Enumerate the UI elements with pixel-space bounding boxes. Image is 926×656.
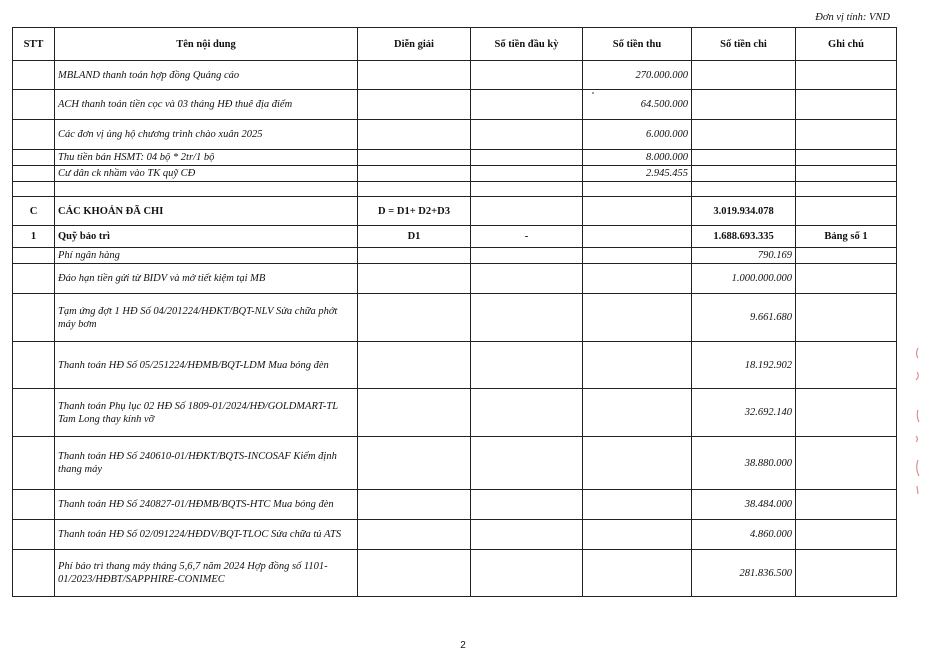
cell-note <box>796 490 897 520</box>
cell-opening <box>471 437 583 490</box>
cell-name: Phí ngân hàng <box>55 248 358 264</box>
cell-income <box>583 294 692 342</box>
cell-stt <box>13 520 55 550</box>
cell-opening <box>471 166 583 182</box>
cell-note <box>796 264 897 294</box>
col-header-stt: STT <box>13 28 55 61</box>
cell-opening <box>471 61 583 90</box>
cell-explain <box>358 389 471 437</box>
cell-expense: 4.860.000 <box>692 520 796 550</box>
cell-opening <box>471 90 583 120</box>
cell-explain <box>358 294 471 342</box>
cell-expense <box>692 61 796 90</box>
cell-name: Thanh toán HĐ Số 05/251224/HĐMB/BQT-LDM Mua bóng đèn <box>55 342 358 389</box>
cell-income <box>583 342 692 389</box>
cell-note <box>796 150 897 166</box>
table-row <box>13 248 897 264</box>
cell-name: ACH thanh toán tiền cọc và 03 tháng HĐ thuê địa điểm <box>55 90 358 120</box>
cell-income <box>583 389 692 437</box>
table-row <box>13 437 897 490</box>
cell-note <box>796 342 897 389</box>
cell-stt: 1 <box>13 226 55 248</box>
cell-stt <box>13 264 55 294</box>
table-row-empty <box>13 182 897 197</box>
cell-note <box>796 120 897 150</box>
cell-expense: 1.000.000.000 <box>692 264 796 294</box>
cell-income <box>583 490 692 520</box>
cell-explain <box>358 437 471 490</box>
cell-name: Quỹ bảo trì <box>55 226 358 248</box>
cell-opening <box>471 342 583 389</box>
cell-opening <box>471 182 583 197</box>
stamp-mark-icon <box>912 340 922 500</box>
cell-expense: 790.169 <box>692 248 796 264</box>
cell-name: Các đơn vị ủng hộ chương trình chào xuân 2025 <box>55 120 358 150</box>
cell-opening <box>471 550 583 597</box>
cell-opening <box>471 389 583 437</box>
cell-note <box>796 437 897 490</box>
cell-expense <box>692 120 796 150</box>
col-header-income: Số tiền thu <box>583 28 692 61</box>
cell-explain: D1 <box>358 226 471 248</box>
cell-name: Tạm ứng đợt 1 HĐ Số 04/201224/HĐKT/BQT-NLV Sửa chữa phớt máy bơm <box>55 294 358 342</box>
table-row <box>13 264 897 294</box>
cell-note <box>796 61 897 90</box>
col-header-note: Ghi chú <box>796 28 897 61</box>
cell-expense <box>692 150 796 166</box>
cell-stt <box>13 166 55 182</box>
cell-income <box>583 520 692 550</box>
cell-opening <box>471 197 583 226</box>
cell-stt <box>13 550 55 597</box>
cell-name: Thanh toán HĐ Số 240827-01/HĐMB/BQTS-HTC Mua bóng đèn <box>55 490 358 520</box>
cell-stt <box>13 120 55 150</box>
cell-explain: D = D1+ D2+D3 <box>358 197 471 226</box>
cell-income: 2.945.455 <box>583 166 692 182</box>
cell-income: 8.000.000 <box>583 150 692 166</box>
cell-note <box>796 294 897 342</box>
cell-income <box>583 197 692 226</box>
cell-explain <box>358 490 471 520</box>
cell-opening <box>471 294 583 342</box>
cell-expense: 281.836.500 <box>692 550 796 597</box>
col-header-expense: Số tiền chi <box>692 28 796 61</box>
cell-note <box>796 248 897 264</box>
cell-opening: - <box>471 226 583 248</box>
col-header-opening: Số tiền đầu kỳ <box>471 28 583 61</box>
table-row <box>13 520 897 550</box>
cell-name: Thanh toán Phụ lục 02 HĐ Số 1809-01/2024/HĐ/GOLDMART-TL Tam Long thay kính vỡ <box>55 389 358 437</box>
cell-name: Thanh toán HĐ Số 02/091224/HĐDV/BQT-TLOC Sửa chữa tủ ATS <box>55 520 358 550</box>
page-number: 2 <box>460 640 466 651</box>
cell-note <box>796 182 897 197</box>
cell-stt <box>13 437 55 490</box>
table-row <box>13 90 897 120</box>
cell-expense: 9.661.680 <box>692 294 796 342</box>
cell-explain <box>358 520 471 550</box>
cell-income: 6.000.000 <box>583 120 692 150</box>
cell-explain <box>358 61 471 90</box>
cell-expense <box>692 90 796 120</box>
cell-explain <box>358 120 471 150</box>
table-row <box>13 550 897 597</box>
cell-income <box>583 248 692 264</box>
cell-explain <box>358 182 471 197</box>
cell-opening <box>471 150 583 166</box>
cell-name <box>55 182 358 197</box>
cell-expense: 32.692.140 <box>692 389 796 437</box>
cell-expense: 18.192.902 <box>692 342 796 389</box>
cell-note <box>796 166 897 182</box>
cell-stt <box>13 490 55 520</box>
cell-note <box>796 389 897 437</box>
cell-stt <box>13 342 55 389</box>
cell-name: CÁC KHOẢN ĐÃ CHI <box>55 197 358 226</box>
cell-explain <box>358 342 471 389</box>
cell-explain <box>358 90 471 120</box>
cell-income <box>583 550 692 597</box>
col-header-explain: Diễn giải <box>358 28 471 61</box>
cell-name: Thanh toán HĐ Số 240610-01/HĐKT/BQTS-INCOSAF Kiểm định thang máy <box>55 437 358 490</box>
cell-stt <box>13 294 55 342</box>
cell-explain <box>358 264 471 294</box>
cell-stt <box>13 61 55 90</box>
table-row <box>13 61 897 90</box>
section-row-maintenance-fund <box>13 226 897 248</box>
cell-explain <box>358 550 471 597</box>
cell-opening <box>471 120 583 150</box>
cell-name: Thu tiền bán HSMT: 04 bộ * 2tr/1 bộ <box>55 150 358 166</box>
cell-note <box>796 197 897 226</box>
cell-income <box>583 437 692 490</box>
table-row <box>13 166 897 182</box>
cell-name: Đáo hạn tiền gửi từ BIDV và mở tiết kiệm tại MB <box>55 264 358 294</box>
table-row <box>13 294 897 342</box>
cell-income: 64.500.000 <box>583 90 692 120</box>
cell-opening <box>471 490 583 520</box>
cell-expense: 38.484.000 <box>692 490 796 520</box>
cell-expense: 1.688.693.335 <box>692 226 796 248</box>
cell-expense: 38.880.000 <box>692 437 796 490</box>
cell-stt <box>13 90 55 120</box>
cell-expense: 3.019.934.078 <box>692 197 796 226</box>
cell-stt <box>13 248 55 264</box>
section-row-expenses <box>13 197 897 226</box>
cell-name: Cư dân ck nhầm vào TK quỹ CĐ <box>55 166 358 182</box>
cell-income <box>583 226 692 248</box>
cell-expense <box>692 166 796 182</box>
table-row <box>13 150 897 166</box>
cell-explain <box>358 166 471 182</box>
cell-income: 270.000.000 <box>583 61 692 90</box>
scan-speck <box>592 92 594 94</box>
cell-opening <box>471 520 583 550</box>
cell-opening <box>471 264 583 294</box>
cell-explain <box>358 150 471 166</box>
cell-income <box>583 182 692 197</box>
col-header-name: Tên nội dung <box>55 28 358 61</box>
table-row <box>13 342 897 389</box>
finance-table <box>12 27 897 597</box>
cell-explain <box>358 248 471 264</box>
cell-stt: C <box>13 197 55 226</box>
cell-name: MBLAND thanh toán hợp đồng Quảng cáo <box>55 61 358 90</box>
cell-expense <box>692 182 796 197</box>
table-row <box>13 120 897 150</box>
cell-opening <box>471 248 583 264</box>
cell-income <box>583 264 692 294</box>
cell-stt <box>13 389 55 437</box>
cell-name: Phí bảo trì thang máy tháng 5,6,7 năm 2024 Hợp đồng số 1101-01/2023/HĐBT/SAPPHIRE-CONIMEC <box>55 550 358 597</box>
cell-stt <box>13 182 55 197</box>
cell-note <box>796 520 897 550</box>
unit-label: Đơn vị tính: VND <box>815 12 890 23</box>
cell-note: Bảng số 1 <box>796 226 897 248</box>
cell-stt <box>13 150 55 166</box>
table-header-row <box>13 28 897 61</box>
table-row <box>13 490 897 520</box>
table-row <box>13 389 897 437</box>
cell-note <box>796 90 897 120</box>
cell-note <box>796 550 897 597</box>
